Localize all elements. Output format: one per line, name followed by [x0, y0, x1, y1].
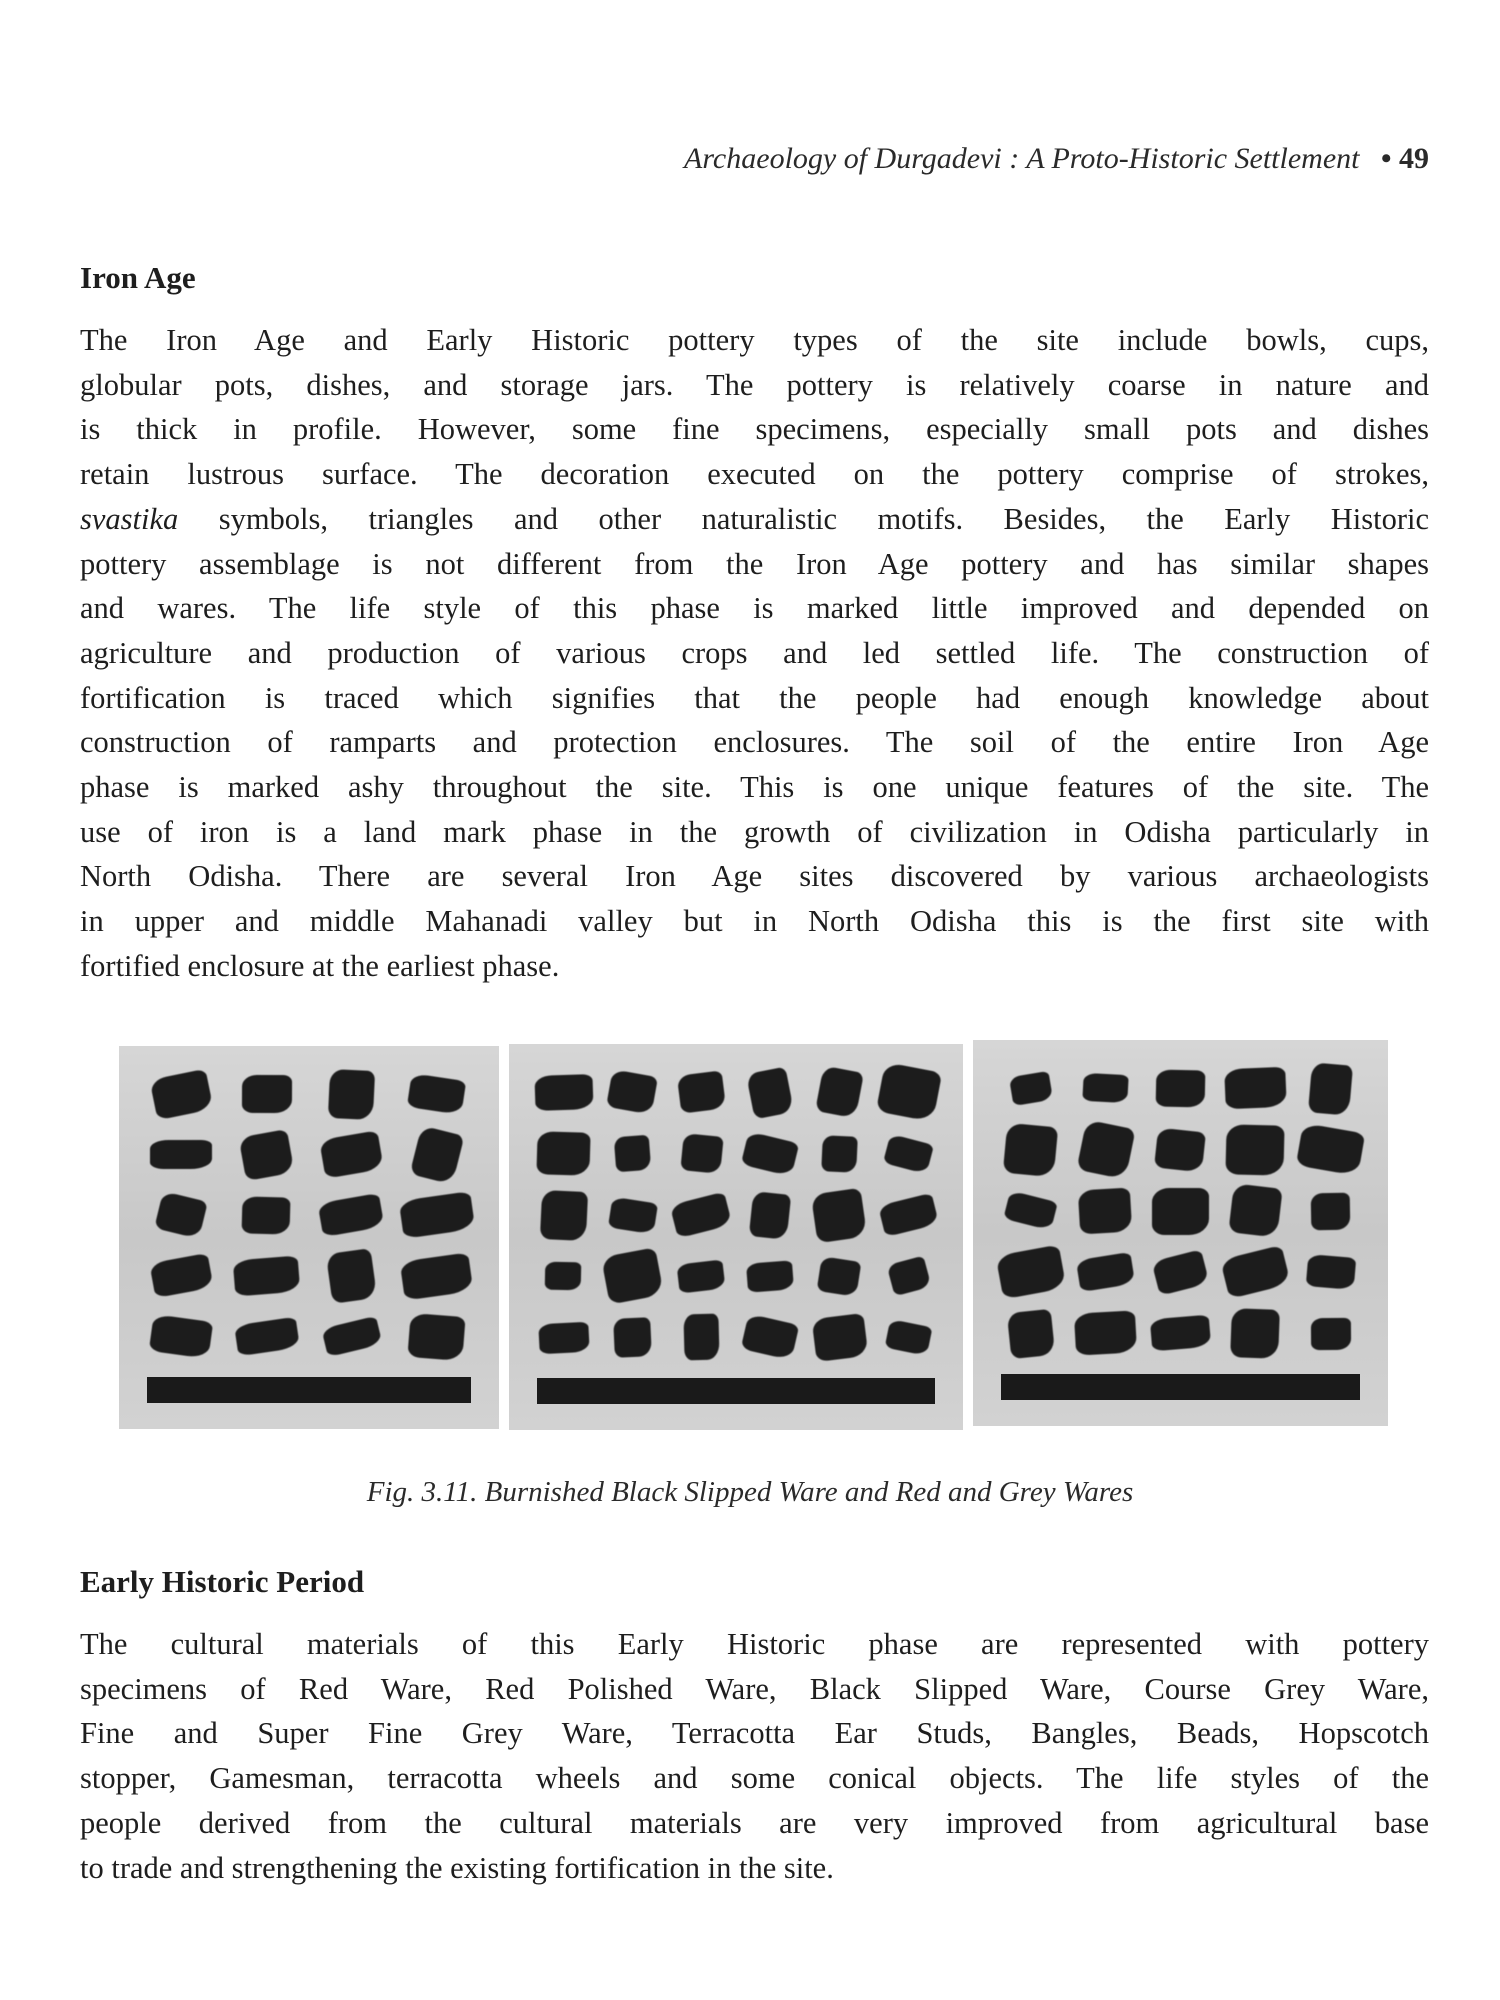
pottery-sherd — [1082, 1073, 1129, 1104]
pottery-sherd — [1006, 1308, 1054, 1358]
pottery-sherd — [1078, 1188, 1132, 1234]
pottery-sherd — [613, 1317, 652, 1358]
text-line: people derived from the cultural materials are very improved from agricultural base — [80, 1805, 1429, 1840]
pottery-sherd — [670, 1192, 733, 1239]
pottery-sherd — [232, 1256, 300, 1297]
paragraph-early-historic — [80, 1622, 1429, 1890]
running-header — [684, 142, 1429, 176]
pottery-sherd — [1308, 1062, 1353, 1115]
text-line: specimens of Red Ware, Red Polished Ware, Black Slipped Ware, Course Grey Ware, — [80, 1671, 1429, 1706]
pottery-sherd — [534, 1074, 593, 1111]
pottery-sherd — [1154, 1127, 1206, 1172]
pottery-sherd — [1003, 1123, 1058, 1177]
pottery-sherd — [677, 1071, 727, 1115]
text-line: Fine and Super Fine Grey Ware, Terracotta Ear Studs, Bangles, Beads, Hopscotch — [80, 1716, 1429, 1751]
pottery-sherd — [1311, 1192, 1350, 1229]
pottery-sherd — [540, 1190, 588, 1241]
pottery-sherd — [746, 1066, 794, 1119]
pottery-sherd — [741, 1131, 800, 1176]
pottery-sherd — [1228, 1184, 1283, 1239]
text-line: agriculture and production of various crops and led settled life. The construction of — [80, 635, 1429, 670]
text-line: fortification is traced which signifies that the people had enough knowledge about — [80, 680, 1429, 715]
pottery-sherd — [319, 1131, 384, 1180]
pottery-sherd — [746, 1260, 794, 1293]
pottery-sherd — [328, 1069, 375, 1120]
pottery-sherd — [883, 1134, 934, 1174]
pottery-sherd — [875, 1063, 941, 1123]
pottery-sherd — [398, 1192, 474, 1240]
pottery-sherd — [741, 1314, 800, 1361]
pottery-sherd — [326, 1248, 377, 1303]
pottery-sherd — [1311, 1317, 1351, 1349]
pottery-sherd — [608, 1196, 658, 1233]
figure-photo-1 — [119, 1046, 499, 1429]
running-title: Archaeology of Durgadevi : A Proto-Historic Settlement — [684, 142, 1360, 175]
text-line: phase is marked ashy throughout the site. This is one unique features of the site. The — [80, 770, 1429, 805]
pottery-sherd — [1074, 1311, 1138, 1356]
section-heading-iron-age: Iron Age — [80, 260, 196, 295]
pottery-sherd — [149, 1253, 213, 1298]
pottery-sherd — [1220, 1245, 1290, 1299]
pottery-sherd — [886, 1256, 931, 1296]
pottery-sherd — [545, 1262, 582, 1291]
paragraph-iron-age — [80, 318, 1429, 989]
text-line: globular pots, dishes, and storage jars. The pottery is relatively coarse in nature and — [80, 367, 1429, 402]
pottery-sherd — [1305, 1254, 1355, 1290]
figure-photo-2 — [509, 1044, 963, 1430]
text-line: and wares. The life style of this phase is marked little improved and depended on — [80, 591, 1429, 626]
pottery-sherd — [1076, 1252, 1136, 1292]
pottery-sherd — [601, 1247, 663, 1304]
pottery-sherd — [1156, 1070, 1206, 1108]
page-number-group — [1381, 142, 1429, 175]
pottery-sherd — [1009, 1071, 1053, 1106]
pottery-sherd — [614, 1135, 652, 1173]
pottery-sherd — [817, 1256, 862, 1296]
scale-ruler — [1001, 1374, 1360, 1400]
pottery-sherd — [321, 1316, 382, 1358]
pottery-sherd — [1224, 1067, 1287, 1110]
pottery-sherd — [149, 1314, 214, 1359]
pottery-sherd — [878, 1193, 939, 1237]
pottery-sherd — [684, 1314, 720, 1361]
pottery-sherd — [242, 1075, 292, 1113]
pottery-sherd — [1152, 1188, 1209, 1235]
section-heading-early-historic: Early Historic Period — [80, 1564, 365, 1599]
pottery-sherd — [318, 1193, 385, 1237]
pottery-sherd — [242, 1196, 291, 1235]
pottery-sherd — [821, 1135, 857, 1173]
pottery-sherd — [1003, 1191, 1058, 1231]
pottery-sherd — [677, 1259, 726, 1293]
pottery-sherd — [749, 1191, 792, 1240]
pottery-sherd — [811, 1313, 868, 1362]
pottery-sherd — [1296, 1123, 1366, 1176]
text-line: pottery assemblage is not different from the Iron Age pottery and has similar shapes — [80, 546, 1429, 581]
pottery-sherd — [537, 1131, 591, 1176]
pottery-sherd — [407, 1073, 466, 1115]
pottery-sherd — [538, 1321, 589, 1353]
pottery-sherd — [811, 1187, 868, 1242]
text-line: The Iron Age and Early Historic pottery types of the site include bowls, cups, — [80, 323, 1429, 357]
bullet: • — [1380, 142, 1392, 175]
figure-caption: Fig. 3.11. Burnished Black Slipped Ware and Red and Grey Wares — [366, 1476, 1134, 1508]
pottery-sherd — [400, 1252, 473, 1300]
pottery-sherd — [995, 1245, 1065, 1299]
text-line: retain lustrous surface. The decoration executed on the pottery comprise of strokes, — [80, 457, 1429, 492]
text-line: use of iron is a land mark phase in the growth of civilization in Odisha particularly in — [80, 814, 1429, 849]
pottery-sherd — [1150, 1315, 1212, 1352]
text-line: in upper and middle Mahanadi valley but in North Odisha this is the first site with — [80, 904, 1429, 939]
pottery-sherd — [155, 1192, 209, 1240]
text-line: The cultural materials of this Early Historic phase are represented with pottery — [80, 1627, 1429, 1661]
text-line: construction of ramparts and protection enclosures. The soil of the entire Iron Age — [80, 725, 1429, 760]
scale-ruler — [537, 1378, 935, 1404]
pottery-sherd — [884, 1319, 932, 1356]
text-line: stopper, Gamesman, terracotta wheels and some conical objects. The life styles of the — [80, 1761, 1429, 1796]
text-line: North Odisha. There are several Iron Age sites discovered by various archaeologists — [80, 859, 1429, 894]
text-line: is thick in profile. However, some fine specimens, especially small pots and dishes — [80, 412, 1429, 447]
pottery-sherd — [1226, 1124, 1285, 1175]
pottery-sherd — [1230, 1308, 1280, 1359]
pottery-sherd — [680, 1133, 723, 1174]
page-number: 49 — [1399, 142, 1429, 175]
pottery-sherd — [234, 1317, 300, 1356]
figure-photo-3 — [973, 1040, 1388, 1426]
pottery-sherd — [1151, 1249, 1209, 1296]
pottery-sherd — [606, 1070, 658, 1116]
scale-ruler — [147, 1377, 471, 1403]
text-line: fortified enclosure at the earliest phase. — [80, 948, 560, 983]
text-line: svastika symbols, triangles and other naturalistic motifs. Besides, the Early Historic — [80, 501, 1429, 536]
pottery-sherd — [150, 1140, 212, 1169]
pottery-sherd — [1076, 1120, 1135, 1180]
pottery-sherd — [408, 1313, 466, 1361]
text-line: to trade and strengthening the existing fortification in the site. — [80, 1850, 834, 1885]
pottery-sherd — [238, 1129, 294, 1181]
pottery-sherd — [815, 1066, 864, 1119]
pottery-sherd — [149, 1069, 213, 1120]
pottery-sherd — [409, 1125, 464, 1184]
